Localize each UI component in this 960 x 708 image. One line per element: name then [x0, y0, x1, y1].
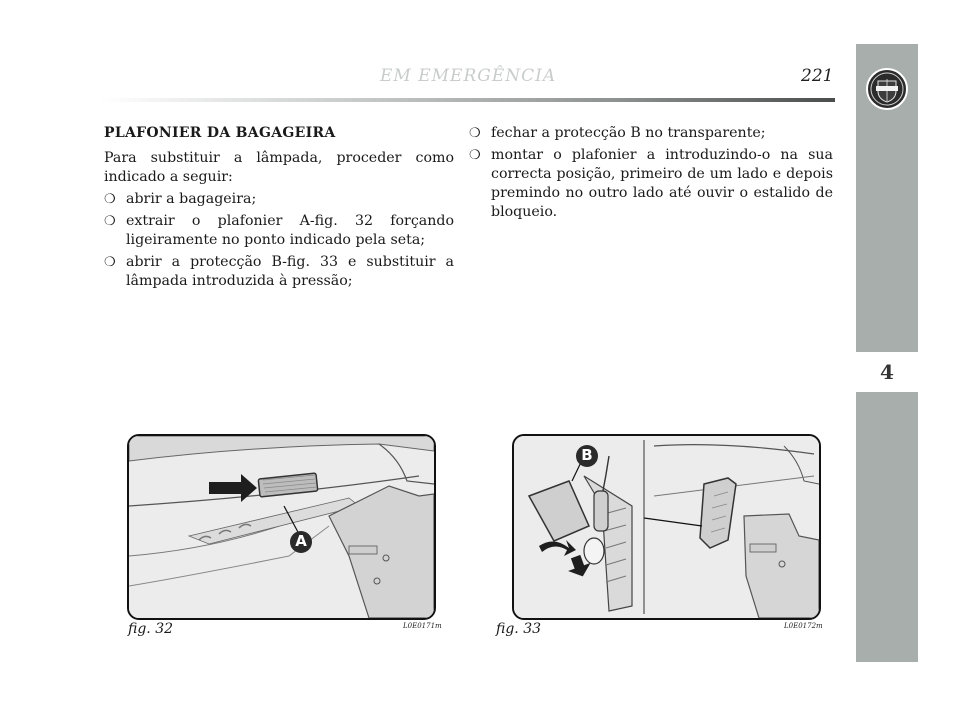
- chapter-sidebar: [856, 44, 918, 662]
- bullet-circle-icon: ❍: [104, 214, 116, 229]
- figure-33-code: L0E0172m: [784, 622, 823, 630]
- list-item-text: extrair o plafonier A-fig. 32 forçando ligeiramente no ponto indicado pela seta;: [126, 213, 454, 248]
- chapter-tab: 4: [856, 352, 918, 392]
- bullet-circle-icon: ❍: [104, 255, 116, 270]
- figure-label-a: A: [295, 532, 307, 550]
- list-item: [104, 253, 454, 291]
- list-item: [104, 190, 454, 209]
- intro-paragraph: Para substituir a lâmpada, proceder como indicado a seguir:: [104, 150, 454, 185]
- list-item-text: montar o plafonier a introduzindo-o na sua correcta posição, primeiro de um lado e depois premindo no outro lado até ouvir o estalido de bloqueio.: [491, 147, 833, 220]
- left-column: [104, 124, 454, 294]
- bullet-circle-icon: ❍: [469, 148, 481, 163]
- lancia-logo: [865, 67, 909, 111]
- sidebar-bottom: [856, 396, 918, 662]
- right-column: [469, 124, 833, 225]
- header-rule: [100, 98, 835, 102]
- figure-32: [127, 434, 436, 620]
- list-item: [104, 212, 454, 250]
- bullet-circle-icon: ❍: [469, 126, 481, 141]
- figure-32-code: L0E0171m: [403, 622, 442, 630]
- figure-label-b: B: [581, 446, 593, 464]
- lancia-shield-icon: [865, 67, 909, 111]
- list-item-text: abrir a bagageira;: [126, 191, 257, 207]
- list-item-text: fechar a protecção B no transparente;: [491, 125, 766, 141]
- section-heading: PLAFONIER DA BAGAGEIRA: [104, 125, 336, 141]
- list-item-text: abrir a protecção B-fig. 33 e substituir a lâmpada introduzida à pressão;: [126, 254, 454, 289]
- figure-32-caption: fig. 32: [128, 621, 174, 637]
- list-item: [469, 146, 833, 222]
- section-title: EM EMERGÊNCIA: [380, 66, 557, 86]
- bullet-circle-icon: ❍: [104, 192, 116, 207]
- figure-33: [512, 434, 821, 620]
- figure-33-caption: fig. 33: [496, 621, 542, 637]
- lamp-replacement-illustration: [514, 436, 819, 618]
- list-item: [469, 124, 833, 143]
- trunk-light-illustration: [129, 436, 434, 618]
- page-number: 221: [801, 66, 834, 86]
